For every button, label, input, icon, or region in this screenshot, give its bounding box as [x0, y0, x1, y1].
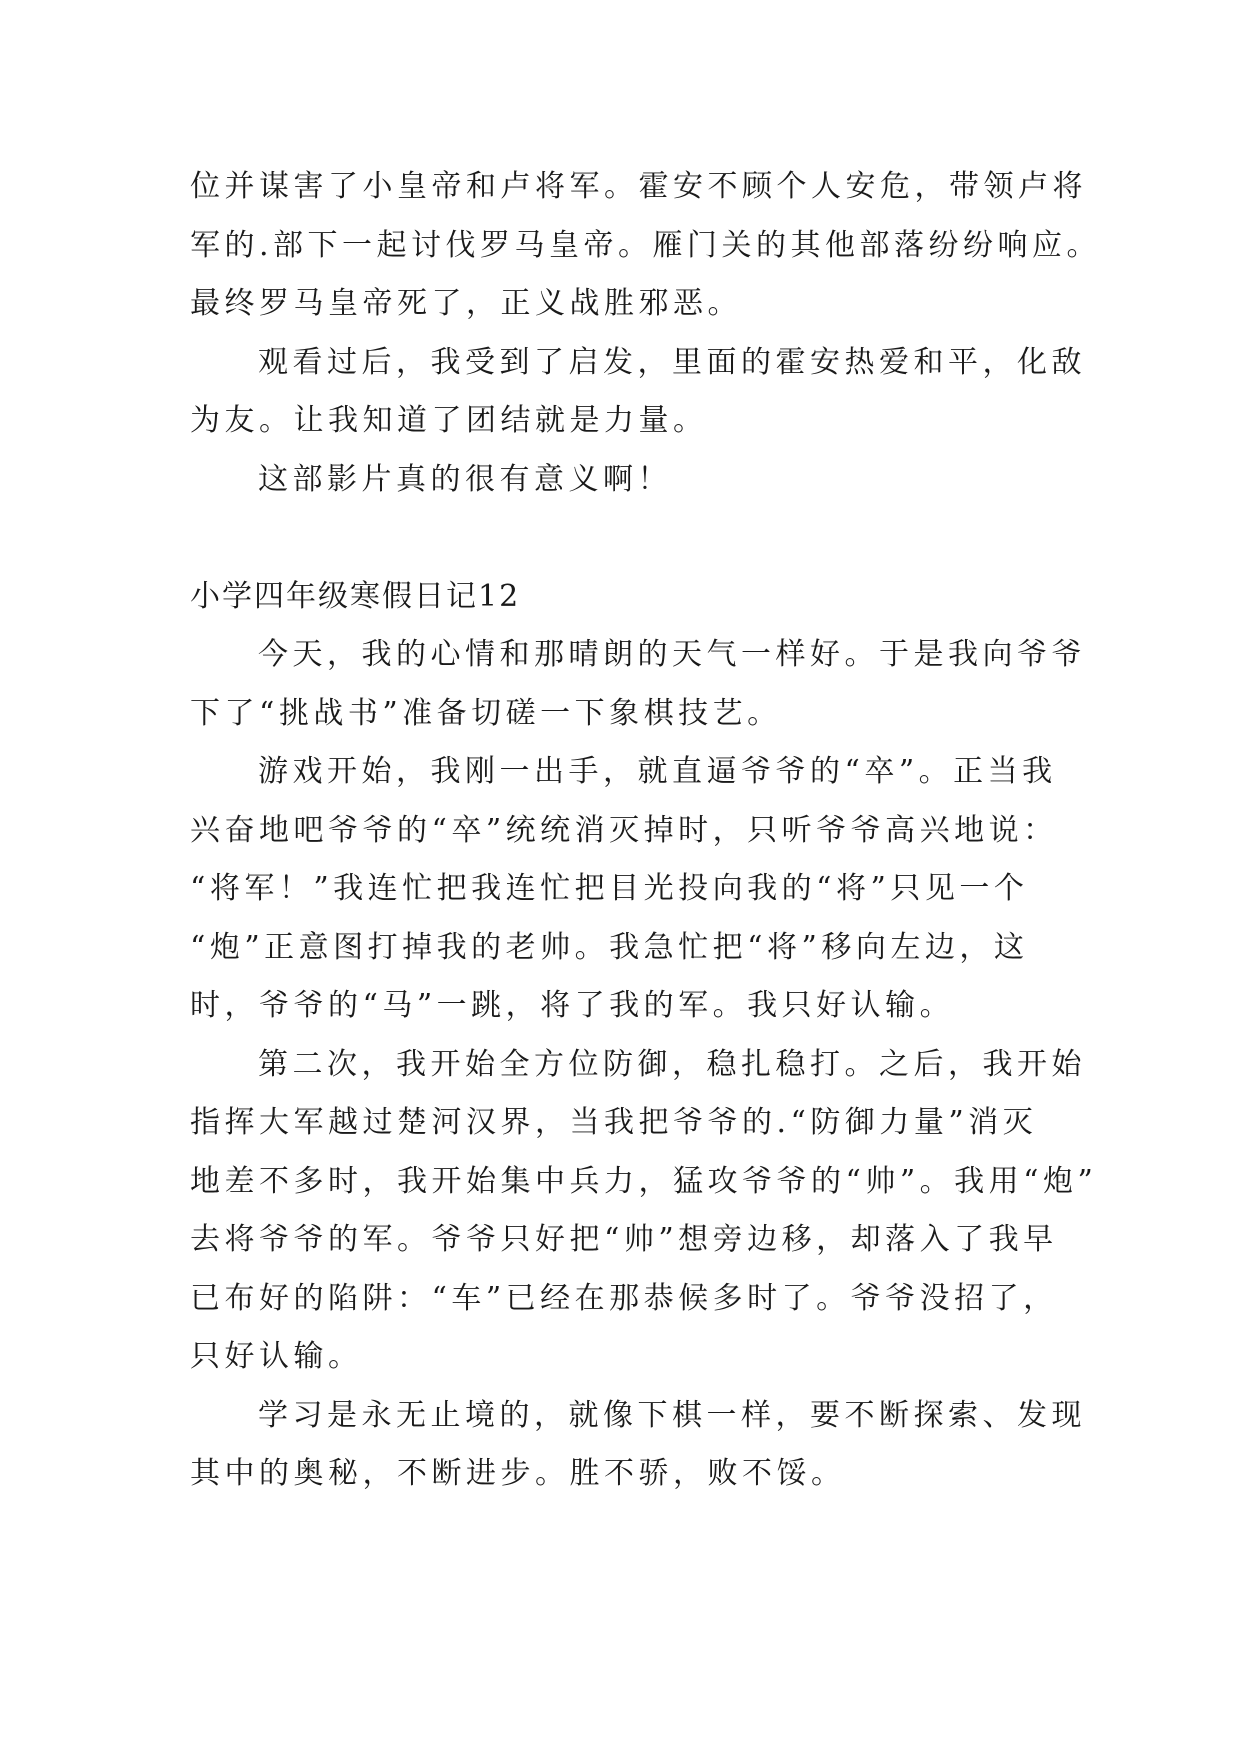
text-line: 第二次，我开始全方位防御，稳扎稳打。之后，我开始	[258, 1046, 1086, 1082]
text-line: 位并谋害了小皇帝和卢将军。霍安不顾个人安危，带领卢将	[190, 169, 1087, 204]
text-line: 已布好的陷阱：“车”已经在那恭候多时了。爷爷没招了，	[190, 1280, 1058, 1316]
text-line: 去将爷爷的军。爷爷只好把“帅”想旁边移，却落入了我早	[190, 1222, 1058, 1257]
text-line: 下了“挑战书”准备切磋一下象棋技艺。	[190, 695, 782, 731]
text-line: 观看过后，我受到了启发，里面的霍安热爱和平，化敌	[258, 344, 1086, 380]
text-line: 为友。让我知道了团结就是力量。	[190, 403, 708, 438]
text-line: 指挥大军越过楚河汉界，当我把爷爷的.“防御力量”消灭	[190, 1105, 1038, 1140]
text-line: “炮”正意图打掉我的老帅。我急忙把“将”移向左边，这	[190, 929, 1029, 965]
text-line: 游戏开始，我刚一出手，就直逼爷爷的“卒”。正当我	[258, 754, 1057, 789]
text-line: “将军！”我连忙把我连忙把目光投向我的“将”只见一个	[190, 871, 1029, 906]
text-line: 今天，我的心情和那晴朗的天气一样好。于是我向爷爷	[258, 637, 1086, 672]
text-line: 军的.部下一起讨伐罗马皇帝。雁门关的其他部落纷纷响应。	[190, 227, 1102, 263]
text-line: 其中的奥秘，不断进步。胜不骄，败不馁。	[190, 1456, 846, 1491]
text-line: 地差不多时，我开始集中兵力，猛攻爷爷的“帅”。我用“炮”	[190, 1163, 1098, 1199]
text-line: 最终罗马皇帝死了，正义战胜邪恶。	[190, 286, 742, 321]
section-title: 小学四年级寒假日记12	[190, 578, 521, 614]
text-line: 学习是永无止境的，就像下棋一样，要不断探索、发现	[258, 1397, 1086, 1433]
text-line: 这部影片真的很有意义啊！	[258, 461, 672, 497]
text-line: 只好认输。	[190, 1339, 363, 1374]
text-line: 兴奋地吧爷爷的“卒”统统消灭掉时，只听爷爷高兴地说：	[190, 812, 1058, 848]
text-line: 时，爷爷的“马”一跳，将了我的军。我只好认输。	[190, 988, 955, 1023]
paragraph-spacer	[190, 509, 1070, 568]
document-body	[190, 158, 1102, 1504]
